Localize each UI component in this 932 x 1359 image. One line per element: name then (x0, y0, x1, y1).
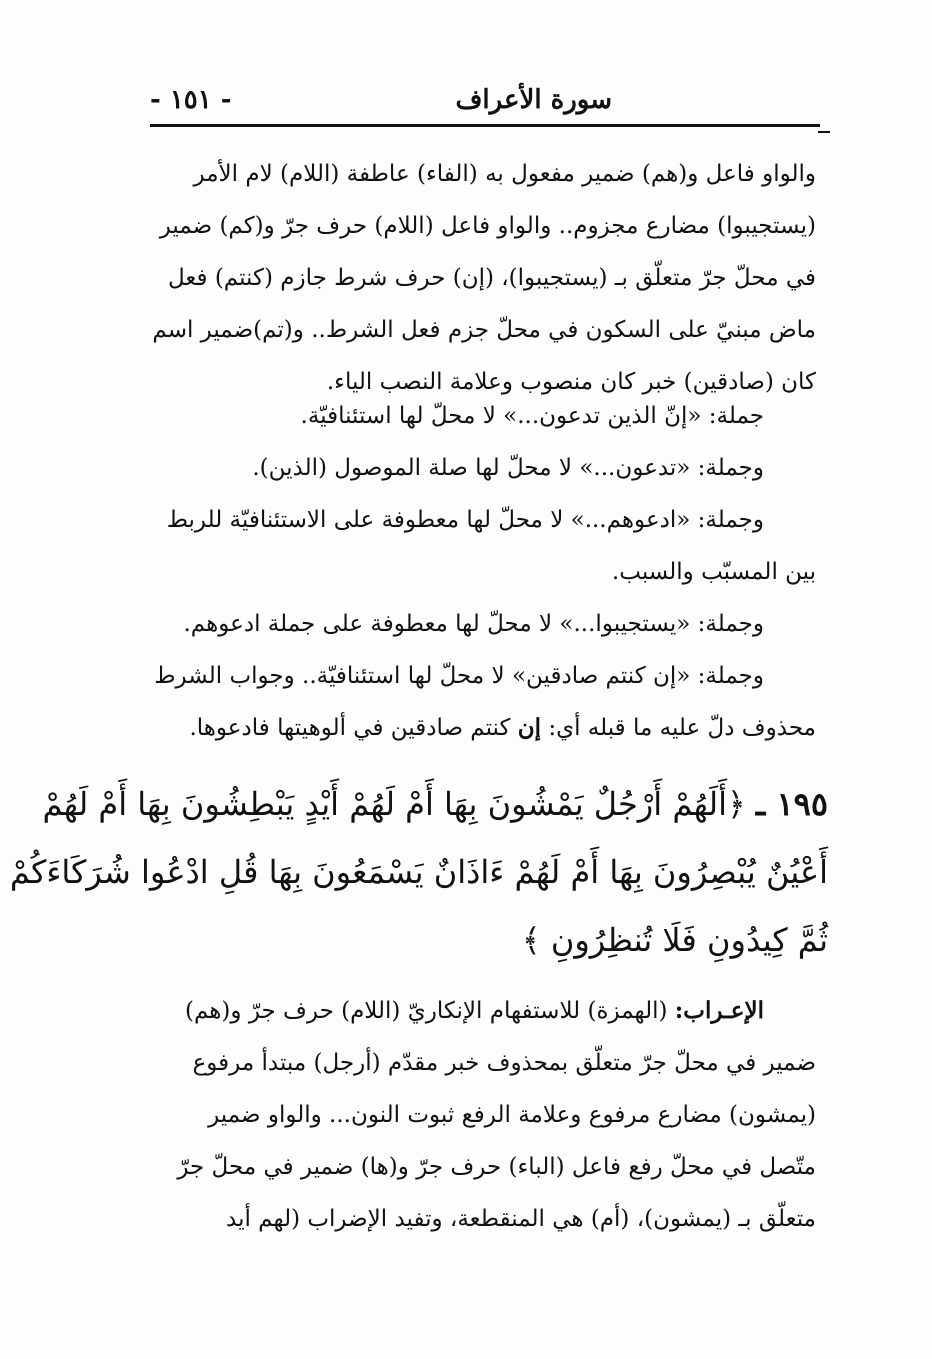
irab-label: الإعـراب: (674, 997, 764, 1024)
verse-line (42, 770, 828, 838)
sentences-analysis (140, 390, 816, 754)
text-line: كان (صادقين) خبر كان منصوب وعلامة النصب الياء. (326, 369, 816, 395)
verse-text: ﴿أَلَهُمْ أَرْجُلٌ يَمْشُونَ بِهَا أَمْ لَهُمْ أَيْدٍ يَبْطِشُونَ بِهَا أَمْ لَهُمْ (42, 785, 746, 823)
sentence-text: محذوف دلّ عليه ما قبله أي: (548, 715, 816, 741)
text-line: ضمير في محلّ جرّ متعلّق بمحذوف خبر مقدّم (أرجل) مبتدأ مرفوع (192, 1050, 816, 1076)
text-line: والواو فاعل و(هم) ضمير مفعول به (الفاء) عاطفة (اللام) لام الأمر (193, 161, 816, 187)
text-line: (يمشون) مضارع مرفوع وعلامة الرفع ثبوت النون... والواو ضمير (208, 1102, 816, 1128)
verse-number: ١٩٥ ـ (755, 785, 828, 823)
text-line (140, 985, 816, 1037)
text-line: في محلّ جرّ متعلّق بـ (يستجيبوا)، (إن) حرف شرط جازم (كنتم) فعل (168, 265, 816, 291)
text-line: (يستجيبوا) مضارع مجزوم.. والواو فاعل (اللام) حرف جرّ و(كم) ضمير (159, 213, 816, 239)
irab-paragraph-2 (140, 985, 816, 1245)
text-line: متّصل في محلّ رفع فاعل (الباء) حرف جرّ و(ها) ضمير في محلّ جرّ (177, 1154, 816, 1180)
sentence-line (140, 702, 816, 754)
page-number: - ١٥١ - (150, 85, 232, 115)
sentence-line: بين المسبّب والسبب. (611, 559, 816, 585)
sentence-text: كنتم صادقين في ألوهيتها فادعوها. (189, 715, 511, 741)
surah-title: سورة الأعراف (455, 85, 612, 115)
text-line: متعلّق بـ (يمشون)، (أم) هي المنقطعة، وتفيد الإضراب (لهم أيد (226, 1206, 816, 1232)
page-header (150, 80, 812, 120)
irab-text: (الهمزة) للاستفهام الإنكاريّ (اللام) حرف جرّ و(هم) (185, 998, 668, 1024)
irab-paragraph-1 (140, 148, 816, 408)
header-rule-tail (818, 131, 830, 133)
header-rule (150, 124, 820, 127)
text-line: ماض مبنيّ على السكون في محلّ جزم فعل الشرط.. و(تم)ضمير اسم (152, 317, 816, 343)
sentence-line: وجملة: «تدعون...» لا محلّ لها صلة الموصول (الذين). (252, 455, 764, 481)
sentence-line: وجملة: «ادعوهم...» لا محلّ لها معطوفة على الاستئنافيّة للربط (166, 507, 764, 533)
sentence-bold-word: إن (517, 714, 542, 741)
quran-verse (9, 770, 828, 974)
verse-line: أَعْيُنٌ يُبْصِرُونَ بِهَا أَمْ لَهُمْ ءَاذَانٌ يَسْمَعُونَ بِهَا قُلِ ادْعُوا شُرَكَاءَكُمْ (9, 853, 828, 891)
sentence-line: وجملة: «يستجيبوا...» لا محلّ لها معطوفة على جملة ادعوهم. (183, 611, 764, 637)
sentence-line: وجملة: «إن كنتم صادقين» لا محلّ لها استئنافيّة.. وجواب الشرط (154, 663, 764, 689)
verse-line: ثُمَّ كِيدُونِ فَلَا تُنظِرُونِ ﴾ (521, 921, 828, 959)
sentence-line: جملة: «إنّ الذين تدعون...» لا محلّ لها استئنافيّة. (300, 403, 764, 429)
